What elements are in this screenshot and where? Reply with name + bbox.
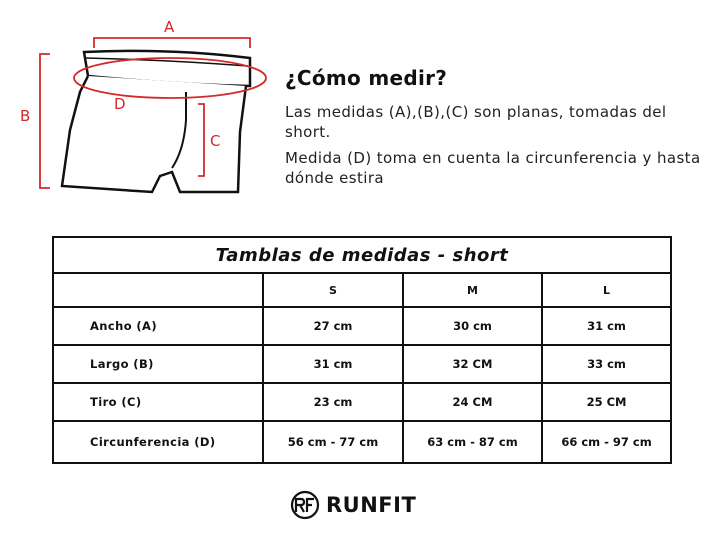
size-table xyxy=(52,236,672,464)
width-guide xyxy=(94,38,250,48)
row-label: Largo (B) xyxy=(53,345,263,383)
how-to-paragraph-flat: Las medidas (A),(B),(C) son planas, tomadas del short. xyxy=(285,103,667,141)
how-to-measure xyxy=(285,66,705,194)
value-cell: 23 cm xyxy=(263,383,403,421)
how-to-title: ¿Cómo medir? xyxy=(285,66,448,90)
table-row xyxy=(53,383,671,421)
value-cell: 27 cm xyxy=(263,307,403,345)
value-cell: 56 cm - 77 cm xyxy=(263,421,403,463)
value-cell: 30 cm xyxy=(403,307,542,345)
table-row xyxy=(53,307,671,345)
runfit-logo-icon xyxy=(290,490,320,520)
value-cell: 31 cm xyxy=(263,345,403,383)
value-cell: 25 CM xyxy=(542,383,671,421)
header-size-s: S xyxy=(263,273,403,307)
label-b: B xyxy=(20,107,31,125)
label-c: C xyxy=(210,132,221,150)
table-row xyxy=(53,345,671,383)
value-cell: 63 cm - 87 cm xyxy=(403,421,542,463)
header-size-l: L xyxy=(542,273,671,307)
length-guide xyxy=(40,54,50,188)
value-cell: 31 cm xyxy=(542,307,671,345)
value-cell: 33 cm xyxy=(542,345,671,383)
row-label: Ancho (A) xyxy=(53,307,263,345)
value-cell: 66 cm - 97 cm xyxy=(542,421,671,463)
label-a: A xyxy=(164,18,175,36)
brand-wordmark: RUNFIT xyxy=(326,493,417,517)
brand-logo xyxy=(290,490,416,520)
shorts-illustration xyxy=(0,0,290,215)
row-label: Tiro (C) xyxy=(53,383,263,421)
how-to-paragraph-circumference: Medida (D) toma en cuenta la circunferencia y hasta dónde estira xyxy=(285,149,701,187)
header-empty-cell xyxy=(53,273,263,307)
value-cell: 32 CM xyxy=(403,345,542,383)
table-row xyxy=(53,421,671,463)
row-label: Circunferencia (D) xyxy=(53,421,263,463)
label-d: D xyxy=(114,95,126,113)
header-size-m: M xyxy=(403,273,542,307)
value-cell: 24 CM xyxy=(403,383,542,421)
table-title: Tamblas de medidas - short xyxy=(53,237,671,273)
shorts-diagram xyxy=(0,0,290,215)
